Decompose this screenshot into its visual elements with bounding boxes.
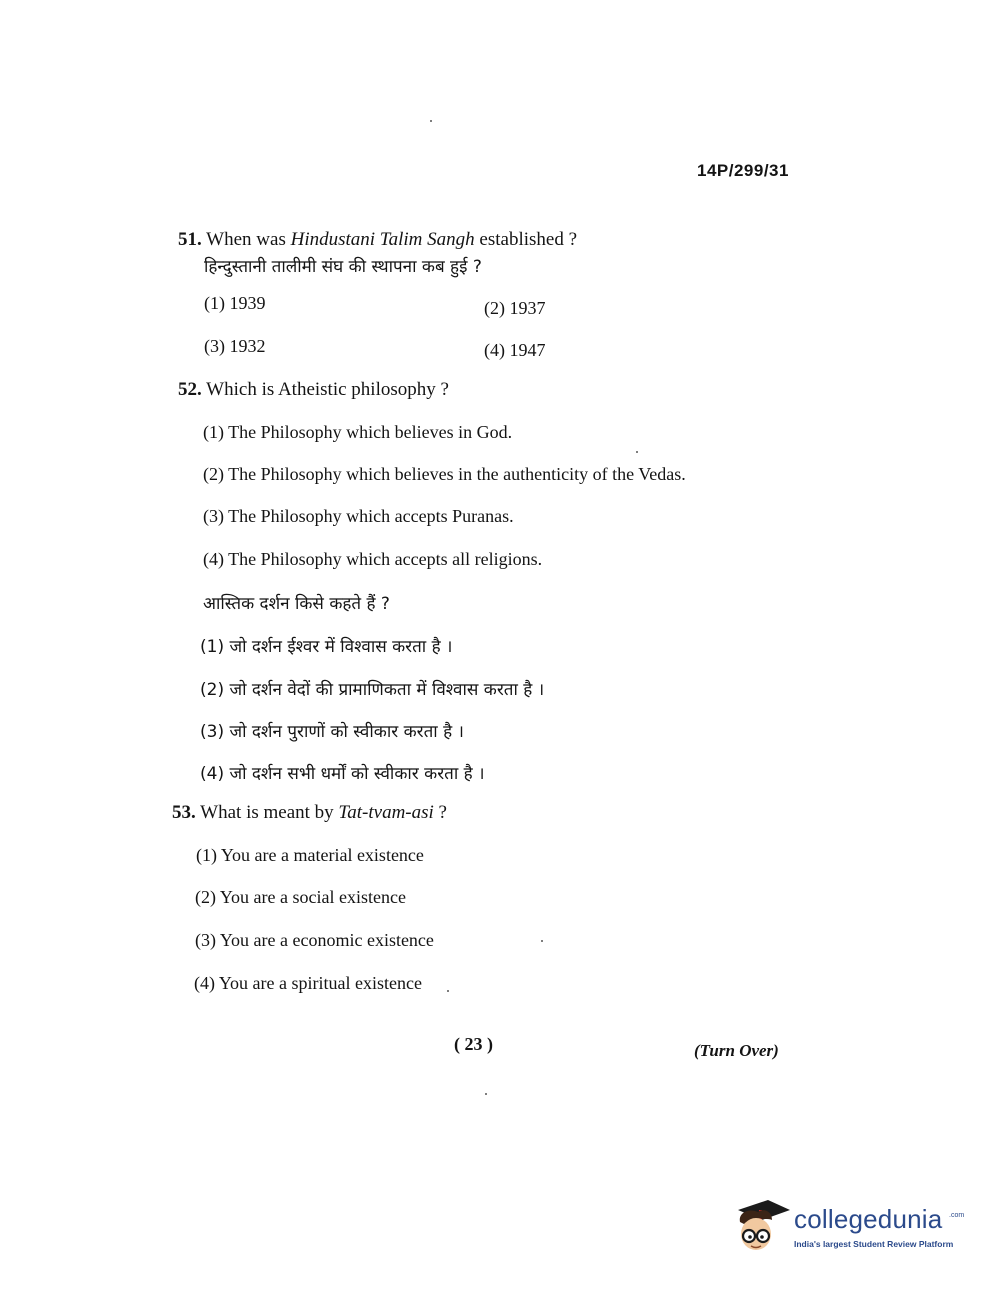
scan-speck	[485, 1093, 487, 1095]
question-text: Which is Atheistic philosophy ?	[206, 379, 449, 400]
question-51	[178, 229, 577, 251]
scan-speck	[447, 990, 449, 992]
q53-option-1: (1) You are a material existence	[196, 845, 424, 865]
q52-option-4: (4) The Philosophy which accepts all religions.	[203, 549, 543, 569]
q52-hindi-option-4: (4) जो दर्शन सभी धर्मों को स्वीकार करता है ।	[200, 764, 485, 784]
page-number: ( 23 )	[454, 1034, 493, 1054]
question-text-end: ?	[433, 802, 447, 823]
q53-option-3: (3) You are a economic existence	[195, 930, 434, 950]
mascot-icon	[732, 1196, 792, 1260]
turn-over-label: (Turn Over)	[694, 1041, 779, 1060]
q51-option-4: (4) 1947	[484, 340, 546, 360]
q53-option-4: (4) You are a spiritual existence	[194, 973, 422, 993]
question-text: What is meant by	[200, 802, 339, 823]
paper-code: 14P/299/31	[697, 161, 789, 180]
scan-speck	[430, 120, 432, 122]
q52-hindi-option-2: (2) जो दर्शन वेदों की प्रामाणिकता में विश्वास करता है ।	[200, 680, 545, 700]
question-italic-term: Hindustani Talim Sangh	[290, 229, 475, 250]
q51-option-3: (3) 1932	[204, 336, 266, 356]
question-number: 53.	[172, 802, 196, 823]
question-number: 51.	[178, 229, 202, 250]
question-text: When was	[206, 229, 291, 250]
q51-option-2: (2) 1937	[484, 298, 546, 318]
q52-option-2: (2) The Philosophy which believes in the authenticity of the Vedas.	[203, 464, 686, 484]
q52-option-1: (1) The Philosophy which believes in God.	[203, 422, 513, 442]
q52-hindi-option-3: (3) जो दर्शन पुराणों को स्वीकार करता है ।	[200, 722, 464, 742]
scan-speck	[636, 451, 638, 453]
question-italic-term: Tat-tvam-asi	[338, 802, 434, 823]
brand-domain-suffix: .com	[949, 1212, 965, 1219]
question-number: 52.	[178, 379, 202, 400]
brand-tagline: India's largest Student Review Platform	[794, 1239, 954, 1249]
collegedunia-logo	[732, 1196, 965, 1260]
question-52-hindi: आस्तिक दर्शन किसे कहते हैं ?	[203, 594, 390, 614]
question-52	[178, 379, 449, 401]
q52-option-3: (3) The Philosophy which accepts Puranas.	[203, 506, 514, 526]
q51-option-1: (1) 1939	[204, 293, 266, 313]
brand-name: collegedunia	[794, 1204, 943, 1234]
question-53	[172, 802, 447, 824]
scan-speck	[541, 940, 543, 942]
question-51-hindi: हिन्दुस्तानी तालीमी संघ की स्थापना कब हुई ?	[204, 257, 482, 277]
q53-option-2: (2) You are a social existence	[195, 887, 406, 907]
question-text-end: established ?	[474, 229, 578, 250]
q52-hindi-option-1: (1) जो दर्शन ईश्वर में विश्वास करता है ।	[200, 637, 453, 657]
